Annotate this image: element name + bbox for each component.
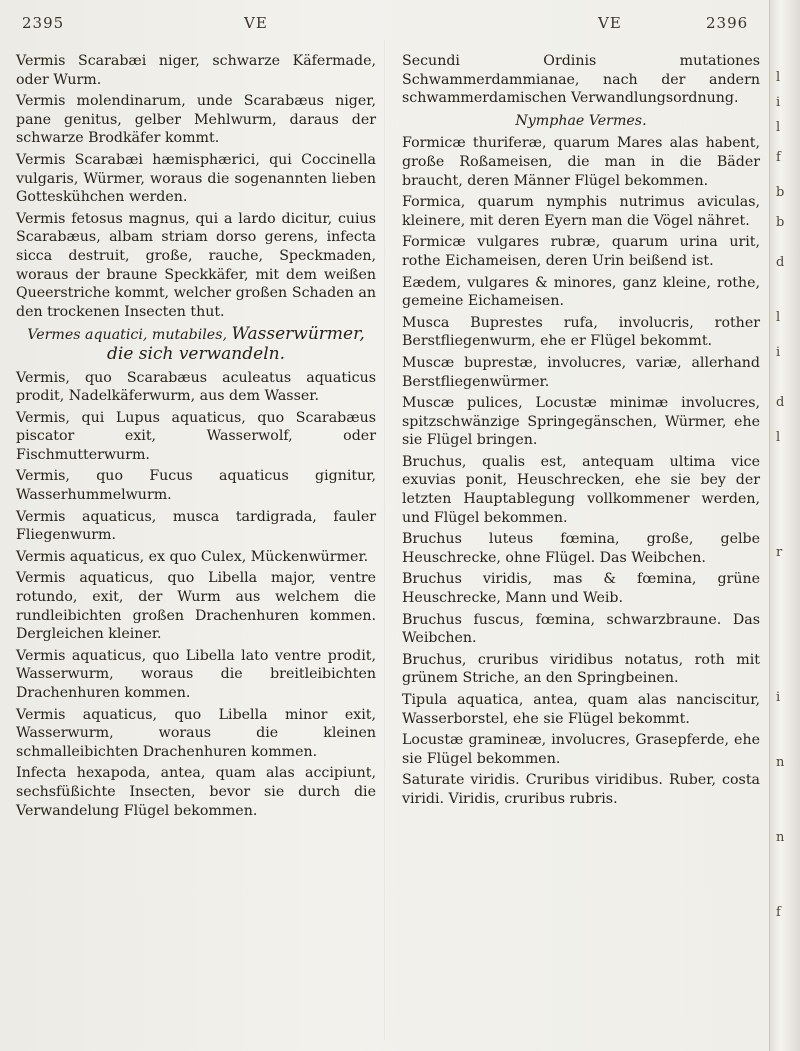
- entry: Musca Buprestes rufa, involucris, rother Berstfliegenwurm, ehe er Flügel bekommt.: [402, 314, 760, 350]
- edge-letter: r: [776, 545, 783, 560]
- edge-letter: f: [776, 150, 781, 165]
- entry: Vermis, quo Fucus aquaticus gignitur, Wasserhummelwurm.: [16, 468, 376, 504]
- entry: Bruchus luteus fœmina, große, gelbe Heuschrecke, ohne Flügel. Das Weibchen.: [402, 531, 760, 566]
- edge-letter: l: [776, 310, 781, 325]
- edge-letter: d: [776, 255, 785, 270]
- entry: Eædem, vulgares & minores, ganz kleine, rothe, gemeine Eichameisen.: [402, 274, 760, 310]
- edge-letter: n: [776, 755, 785, 770]
- edge-letter: l: [776, 430, 781, 445]
- edge-letter: f: [776, 905, 781, 920]
- edge-letter: b: [776, 185, 785, 200]
- section-heading: Nymphae Vermes.: [515, 112, 647, 129]
- section-heading: [16, 325, 376, 364]
- entry: Infecta hexapoda, antea, quam alas accipiunt, sechsfüßichte Insecten, bevor sie durch die Verwandelung Flügel bekommen.: [16, 765, 376, 819]
- entry: Bruchus viridis, mas & fœmina, grüne Heuschrecke, Mann und Weib.: [402, 571, 760, 607]
- left-running-head: VE: [244, 14, 268, 32]
- entry: Tipula aquatica, antea, quam alas nanciscitur, Wasserborstel, ehe sie Flügel bekommt.: [402, 692, 760, 727]
- entry: Vermis aquaticus, quo Libella major, ventre rotundo, exit, der Wurm aus welchem die rundleibichten großen Drachenhuren kommen. Dergleichen kleiner.: [16, 570, 376, 643]
- right-page-number: 2396: [706, 14, 749, 32]
- entry: Secundi Ordinis mutationes Schwammerdammianae, nach der andern schwammerdamischen Verwandlungsordnung.: [402, 53, 760, 107]
- entry: Vermis Scarabæi niger, schwarze Käfermade, oder Wurm.: [16, 53, 376, 88]
- edge-letter: n: [776, 830, 785, 845]
- right-running-head: VE: [598, 14, 622, 32]
- section-heading-german: Wasserwürmer, die sich verwandeln.: [107, 324, 365, 364]
- entry: Vermis aquaticus, musca tardigrada, fauler Fliegenwurm.: [16, 508, 376, 544]
- edge-letter: i: [776, 690, 781, 705]
- entry: Formicæ thuriferæ, quarum Mares alas habent, große Roßameisen, die man in die Bäder braucht, deren Männer Flügel bekommen.: [402, 135, 760, 189]
- entry: Bruchus fuscus, fœmina, schwarzbraune. Das Weibchen.: [402, 611, 760, 647]
- edge-letter: l: [776, 70, 781, 85]
- entry: Locustæ gramineæ, involucres, Grasepferde, ehe sie Flügel bekommen.: [402, 732, 760, 767]
- column-gutter: [384, 40, 385, 1040]
- entry: Formica, quarum nymphis nutrimus aviculas, kleinere, mit deren Eyern man die Vögel nähret.: [402, 194, 760, 229]
- entry: Formicæ vulgares rubræ, quarum urina urit, rothe Eichameisen, deren Urin beißend ist.: [402, 234, 760, 269]
- section-heading-latin: Vermes aquatici, mutabiles,: [27, 327, 227, 344]
- entry: Saturate viridis. Cruribus viridibus. Ruber, costa viridi. Viridis, cruribus rubris.: [402, 772, 760, 807]
- edge-letter: b: [776, 215, 785, 230]
- entry: Vermis, qui Lupus aquaticus, quo Scarabæus piscator exit, Wasserwolf, oder Fischmutterwurm.: [16, 409, 376, 463]
- entry: Vermis aquaticus, quo Libella lato ventre prodit, Wasserwurm, woraus die breitleibichten Drachenhuren kommen.: [16, 647, 376, 701]
- edge-letter: d: [776, 395, 785, 410]
- left-column: [16, 52, 376, 823]
- entry: Muscæ buprestæ, involucres, variæ, allerhand Berstfliegenwürmer.: [402, 354, 760, 390]
- entry: Vermis, quo Scarabæus aculeatus aquaticus prodit, Nadelkäferwurm, aus dem Wasser.: [16, 369, 376, 405]
- edge-letter: i: [776, 95, 781, 110]
- entry: Vermis fetosus magnus, qui a lardo dicitur, cuius Scarabæus, albam striam dorso gerens, infecta sicca destruit, große, rauche, Speckmaden, woraus der braune Speckkäfer, mit dem weißen Queerstriche kommt, welcher großen Schaden an den trockenen Insecten thut.: [16, 210, 376, 320]
- entry: Bruchus, qualis est, antequam ultima vice exuvias ponit, Heuschrecken, ehe sie bey der letzten Hauptablegung vollkommener werden, und Flügel bekommen.: [402, 453, 760, 526]
- edge-letter: l: [776, 120, 781, 135]
- entry: Bruchus, cruribus viridibus notatus, roth mit grünem Striche, an den Springbeinen.: [402, 651, 760, 687]
- adjacent-page-edge: [769, 0, 800, 1051]
- edge-letter: i: [776, 345, 781, 360]
- left-page-number: 2395: [22, 14, 65, 32]
- right-column: [402, 52, 760, 812]
- entry: Muscæ pulices, Locustæ minimæ involucres, spitzschwänzige Springegänschen, Würmer, ehe sie Flügel bringen.: [402, 395, 760, 449]
- entry: Vermis aquaticus, quo Libella minor exit, Wasserwurm, woraus die kleinen schmalleibichten Drachenhuren kommen.: [16, 706, 376, 760]
- entry: Vermis Scarabæi hæmisphærici, qui Coccinella vulgaris, Würmer, woraus die sogenannten lieben Gotteskühchen werden.: [16, 151, 376, 206]
- entry: Vermis aquaticus, ex quo Culex, Mückenwürmer.: [16, 548, 369, 565]
- entry: Vermis molendinarum, unde Scarabæus niger, pane genitus, gelber Mehlwurm, daraus der schwarze Brodkäfer kommt.: [16, 93, 376, 147]
